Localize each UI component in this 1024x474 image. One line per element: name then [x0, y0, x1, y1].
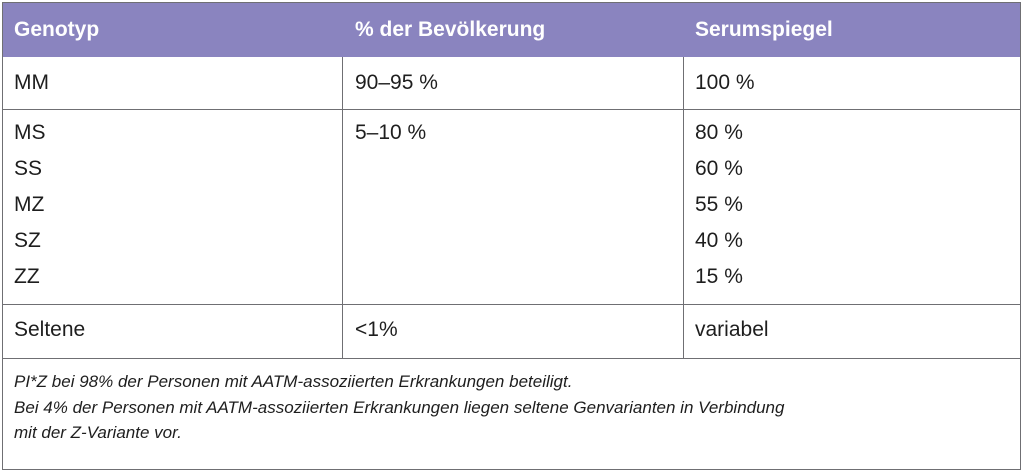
table-row-2-serum [695, 115, 743, 295]
table-header [3, 3, 1020, 57]
footnote-line-3: mit der Z-Variante vor. [14, 423, 182, 442]
table-row-3-genotype: Seltene [14, 318, 86, 341]
serum-ms: 80 % [695, 121, 743, 144]
row-divider [3, 109, 1020, 110]
footnote-line-1: PI*Z bei 98% der Personen mit AATM-assoziierten Erkrankungen beteiligt. [14, 372, 573, 391]
header-population: % der Bevölkerung [355, 18, 546, 41]
genotype-table [2, 2, 1021, 470]
row-divider [3, 304, 1020, 305]
table-row-2-population: 5–10 % [355, 121, 427, 144]
serum-mz: 55 % [695, 193, 743, 216]
table-row-1-genotype: MM [14, 71, 49, 94]
genotype-zz: ZZ [14, 265, 40, 288]
header-genotyp: Genotyp [14, 18, 100, 41]
table-row-2-genotypes [14, 115, 46, 295]
row-divider [3, 358, 1020, 359]
column-divider [342, 57, 343, 359]
footnote-line-2: Bei 4% der Personen mit AATM-assoziierten Erkrankungen liegen seltene Genvarianten in Verbindung [14, 397, 785, 417]
genotype-mz: MZ [14, 193, 45, 216]
table-row-1-serum: 100 % [695, 71, 755, 94]
serum-zz: 15 % [695, 265, 743, 288]
table-row-3-population: <1% [355, 318, 398, 341]
table-row-3-serum: variabel [695, 318, 769, 341]
header-serum: Serumspiegel [695, 18, 833, 41]
column-divider [683, 57, 684, 359]
genotype-ms: MS [14, 121, 46, 144]
table-footnote [14, 369, 1004, 446]
serum-ss: 60 % [695, 157, 743, 180]
serum-sz: 40 % [695, 229, 743, 252]
table-row-1-population: 90–95 % [355, 71, 438, 94]
genotype-sz: SZ [14, 229, 41, 252]
genotype-ss: SS [14, 157, 43, 180]
